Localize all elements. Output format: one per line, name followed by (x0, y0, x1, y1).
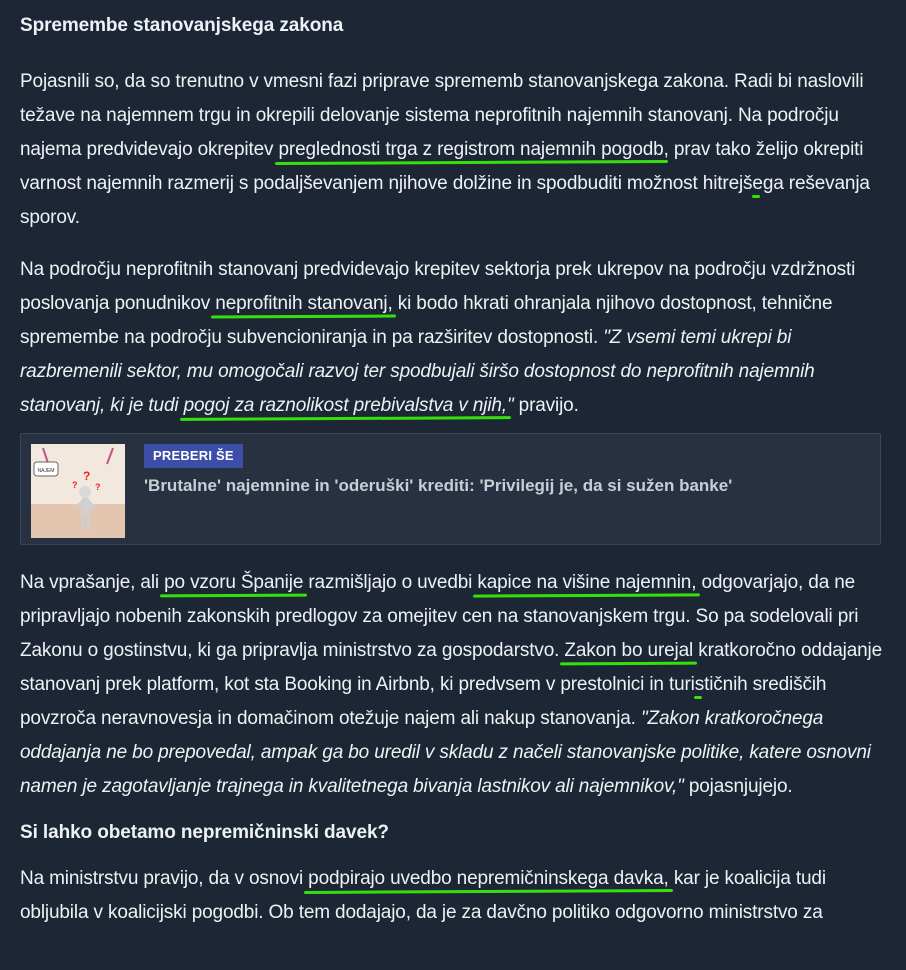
svg-text:?: ? (95, 482, 101, 492)
highlighted-text: podpirajo uvedbo nepremičninskega davka, (308, 868, 669, 889)
paragraph-text: Na ministrstvu pravijo, da v osnovi (20, 868, 309, 889)
paragraph (20, 566, 886, 804)
thumbnail-illustration (31, 444, 125, 538)
paragraph-text: ki predvsem v prestolnici in turističnih središčih povzroča neravnovesja in domačinom otežuje najem ali nakup stanovanja. (20, 674, 827, 729)
paragraph (20, 65, 886, 235)
quote-text: "Z vsemi temi ukrepi bi razbremenili sektor, mu omogočali razvoj ter spodbujali širšo dostopnost do neprofitnih najemnih stanovanj, ki je tudi (20, 327, 815, 416)
highlighted-text: kapice na višine najemnin, (477, 572, 697, 593)
article-body (20, 0, 886, 423)
svg-text:?: ? (83, 469, 91, 483)
thumbnail-sign-text: NAJEM (37, 468, 55, 474)
paragraph-text: Pojasnili so, da so trenutno v vmesni fazi priprave sprememb stanovanjskega zakona. Radi bi naslovili težave na najemnem trgu in okrepili delovanje sistema neprofitnih najemnih stanovanj. Na področju najema predvidevajo okrepitev (20, 71, 864, 160)
highlighted-quote: pogoj za raznolikost prebivalstva v njih, (183, 395, 507, 416)
paragraph-text: pravijo. (513, 395, 579, 416)
highlighted-text: po vzoru Španije (164, 572, 304, 593)
paragraph-text: Na področju neprofitnih stanovanj predvidevajo krepitev sektorja prek ukrepov na področju vzdržnosti poslovanja ponudnikov (20, 259, 856, 314)
paragraph (20, 862, 886, 930)
highlighted-text: kratkoročno oddajanje stanovanj prek platform, kot sta Booking in Airbnb, (20, 640, 883, 695)
paragraph-text: Na vprašanje, ali (20, 572, 165, 593)
highlighted-text: neprofitnih stanovanj, (215, 293, 393, 314)
section-heading: Spremembe stanovanjskega zakona (20, 15, 344, 36)
quote-text: " (506, 395, 514, 416)
quote-text: "Zakon kratkoročnega oddajanja ne bo prepovedal, ampak ga bo uredil v skladu z načeli stanovanjske politike, katere osnovni namen je zagotavljanje trajnega in kvalitetnega bivanja lastnikov ali najemnikov," (20, 708, 871, 797)
svg-text:?: ? (72, 480, 78, 490)
article-body-continued (20, 566, 886, 930)
related-article-title-link[interactable]: 'Brutalne' najemnine in 'oderuški' krediti: 'Privilegij je, da si sužen banke' (144, 476, 733, 495)
paragraph-text: , prav tako (663, 139, 756, 160)
paragraph-text: razmišljajo o uvedbi (303, 572, 478, 593)
highlighted-text: želijo okrepiti varnost najemnih razmerij s podaljševanjem njihove dolžine (20, 139, 864, 194)
paragraph-text: pojasnjujejo. (683, 776, 793, 797)
paragraph-text: in spodbuditi možnost hitrejšega reševanja sporov. (20, 173, 870, 228)
paragraph-text: kar je koalicija tudi obljubila v koalicijski pogodbi. Ob tem dodajajo, da je za davčno politiko odgovorno ministrstvo za (20, 868, 826, 923)
highlighted-text: Zakon bo urejal (564, 640, 694, 661)
paragraph (20, 253, 886, 423)
related-article-thumbnail[interactable] (31, 444, 125, 538)
read-more-tag: PREBERI ŠE (144, 444, 243, 468)
section-heading: Si lahko obetamo nepremičninski davek? (20, 822, 389, 843)
related-article-card[interactable] (20, 433, 881, 545)
paragraph-text: odgovarjajo, da ne pripravljajo nobenih zakonskih predlogov za omejitev cen na stanovanjskem trgu. So pa sodelovali pri Zakonu o gostinstvu, ki ga pripravlja ministrstvo za gospodarstvo. (20, 572, 859, 661)
paragraph-text: ki bodo hkrati ohranjala njihovo dostopnost, tehnične spremembe na področju subvencioniranja in pa razširitev dostopnosti. (20, 293, 833, 348)
highlighted-text: preglednosti trga z registrom najemnih pogodb (278, 139, 664, 160)
